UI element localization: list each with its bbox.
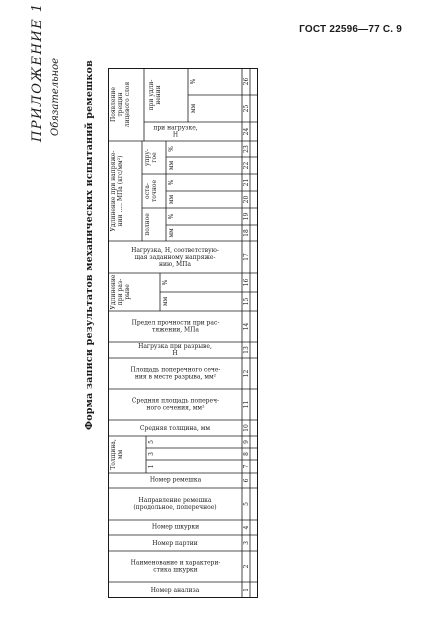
column-header: Наименование и характери- стика шкурки bbox=[130, 559, 220, 574]
column-number: 2 bbox=[243, 564, 250, 569]
column-header: Средняя площадь попереч- ного сечения, мм² bbox=[131, 397, 219, 412]
column-header: % bbox=[190, 78, 197, 85]
subheader-bend: при удли- нении bbox=[148, 79, 162, 111]
appendix-subtitle: Обязательное bbox=[50, 57, 61, 136]
column-number: 19 bbox=[243, 212, 250, 221]
column-number: 7 bbox=[243, 464, 250, 469]
column-number: 16 bbox=[243, 278, 250, 287]
column-header: 1 bbox=[148, 464, 155, 469]
column-header: Номер партии bbox=[152, 539, 198, 547]
column-header: мм bbox=[168, 160, 175, 171]
column-header: мм bbox=[168, 228, 175, 238]
column-header: Площадь поперечного сече- ния в месте разрыва, мм² bbox=[130, 366, 220, 381]
page-header: ГОСТ 22596—77 С. 9 bbox=[299, 24, 402, 35]
column-header: Нагрузка, Н, соответствую- щая заданному напряже- нию, МПа bbox=[131, 246, 219, 268]
column-number: 20 bbox=[243, 195, 250, 204]
column-number: 13 bbox=[243, 346, 250, 354]
column-number: 9 bbox=[243, 440, 250, 444]
column-number: 11 bbox=[243, 400, 250, 409]
column-header: % bbox=[168, 213, 175, 220]
column-number: 4 bbox=[243, 525, 250, 530]
column-header: Номер шкурки bbox=[151, 524, 199, 531]
subheader-elastic: упру- гое bbox=[144, 149, 158, 166]
column-number: 23 bbox=[243, 145, 250, 153]
subheader-full: полное bbox=[144, 213, 151, 236]
results-form-table bbox=[108, 68, 258, 598]
column-number: 6 bbox=[243, 478, 250, 483]
column-header: Направление ремешка (продольное, поперечное) bbox=[133, 497, 217, 511]
column-number: 12 bbox=[243, 369, 250, 378]
column-header: 3 bbox=[148, 452, 155, 456]
column-number: 14 bbox=[243, 322, 250, 331]
column-header: при нагрузке, Н bbox=[152, 124, 198, 139]
column-number: 5 bbox=[243, 502, 250, 506]
column-number: 25 bbox=[243, 104, 250, 113]
column-number: 22 bbox=[243, 161, 250, 170]
column-number: 10 bbox=[243, 424, 250, 432]
group-header-cracks: Появление трещин лицевого слоя bbox=[110, 81, 131, 128]
column-header: Предел прочности при рас- тяжении, МПа bbox=[131, 319, 219, 334]
column-header: % bbox=[168, 179, 175, 186]
group-header-elongation-stress: Удлинение при напряже- нии ..... МПа (кгс/мм²) bbox=[110, 150, 124, 232]
group-header-thickness: Толщина, мм bbox=[110, 439, 124, 470]
column-header: % bbox=[162, 279, 169, 286]
column-number: 3 bbox=[243, 541, 250, 545]
group-header-elongation-break: Удлинение при раз- рыве bbox=[110, 274, 131, 310]
column-header: Средняя толщина, мм bbox=[139, 424, 211, 432]
column-header: Номер анализа bbox=[150, 586, 200, 594]
column-header: мм bbox=[168, 194, 175, 205]
column-number: 8 bbox=[243, 452, 250, 456]
column-number: 1 bbox=[243, 588, 250, 592]
form-title: Форма записи результатов механических испытаний ремешков bbox=[84, 60, 95, 430]
column-header: Номер ремешка bbox=[149, 477, 201, 484]
column-header: 5 bbox=[148, 440, 155, 444]
subheader-residual: оста- точное bbox=[144, 179, 158, 203]
column-header: % bbox=[168, 146, 175, 152]
column-number: 15 bbox=[243, 297, 250, 306]
appendix-title: ПРИЛОЖЕНИЕ 1 bbox=[30, 2, 45, 142]
column-number: 18 bbox=[243, 229, 250, 237]
column-number: 17 bbox=[243, 253, 250, 261]
column-number: 26 bbox=[243, 77, 250, 86]
column-number: 24 bbox=[243, 127, 250, 136]
column-header: мм bbox=[190, 103, 197, 114]
column-number: 21 bbox=[243, 178, 250, 187]
column-header: мм bbox=[162, 296, 169, 307]
column-header: Нагрузка при разрыве, Н bbox=[138, 343, 212, 357]
